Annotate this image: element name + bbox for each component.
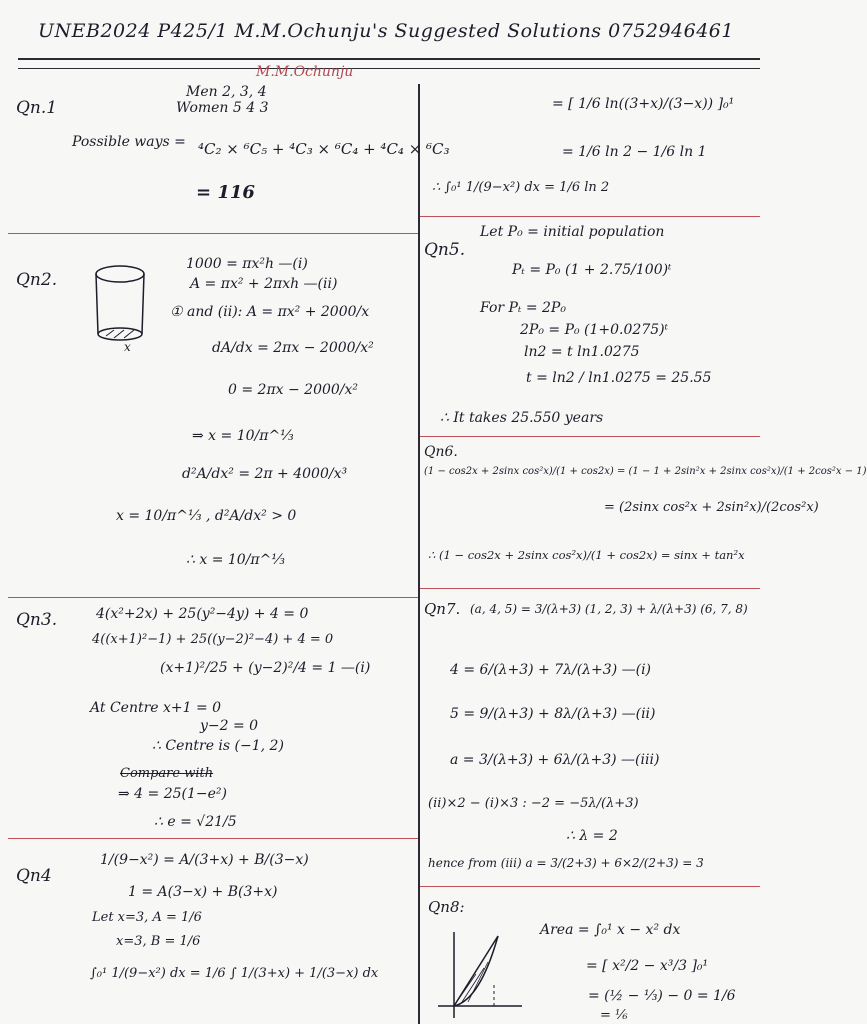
q3-line-8: ⇒ 4 = 25(1−e²) [118,786,227,802]
q4-line-2: 1 = A(3−x) + B(3+x) [128,884,278,900]
cylinder-diagram [92,262,152,352]
q4-cont-line-3: ∴ ∫₀¹ 1/(9−x²) dx = 1/6 ln 2 [432,180,610,195]
q2-line-1: 1000 = πx²h —(i) [186,256,308,272]
q1-ways-prefix: Possible ways = [72,134,186,150]
q3-line-9: ∴ e = √21/5 [154,814,237,830]
q5-line-2: Pₜ = P₀ (1 + 2.75/100)ᵗ [512,262,672,278]
q3-line-4: At Centre x+1 = 0 [90,700,222,716]
q8-line-3: = (½ − ⅓) − 0 = 1/6 [588,988,736,1004]
q1-women: Women 5 4 3 [176,100,269,116]
q2-line-4: dA/dx = 2πx − 2000/x² [212,340,374,356]
q3-line-3: (x+1)²/25 + (y−2)²/4 = 1 —(i) [160,660,371,676]
cylinder-radius-label: x [124,340,131,354]
q3-line-5: y−2 = 0 [200,718,259,734]
q7-line-1: (a, 4, 5) = 3/(λ+3) (1, 2, 3) + λ/(λ+3) (6, 7, 8) [470,602,748,616]
q4-line-1: 1/(9−x²) = A/(3+x) + B/(3−x) [100,852,309,868]
q1-label: Qn.1 [16,98,58,118]
column-divider [418,84,420,1024]
q2-line-3: ① and (ii): A = πx² + 2000/x [170,304,370,320]
q5-line-1: Let P₀ = initial population [480,224,665,240]
q6-line-2: = (2sinx cos²x + 2sin²x)/(2cos²x) [604,500,819,515]
q2-line-8: x = 10/π^⅓ , d²A/dx² > 0 [116,508,297,524]
q6-line-1: (1 − cos2x + 2sinx cos²x)/(1 + cos2x) = (1 − 1 + 2sin²x + 2sinx cos²x)/(1 + 2cos²x − 1) [424,466,867,477]
q2-line-2: A = πx² + 2πxh —(ii) [190,276,338,292]
q2-line-9: ∴ x = 10/π^⅓ [186,552,285,568]
q7-line-7: hence from (iii) a = 3/(2+3) + 6×2/(2+3) = 3 [428,856,704,870]
separator-q2-q3 [8,597,418,598]
q5-line-6: t = ln2 / ln1.0275 = 25.55 [526,370,712,386]
q3-line-6: ∴ Centre is (−1, 2) [152,738,284,754]
q3-line-2: 4((x+1)²−1) + 25((y−2)²−4) + 4 = 0 [92,632,334,647]
q6-line-3: ∴ (1 − cos2x + 2sinx cos²x)/(1 + cos2x) = sinx + tan²x [428,548,745,562]
q8-label: Qn8: [428,898,465,916]
author-name: M.M.Ochunju [256,64,354,80]
q5-line-5: ln2 = t ln1.0275 [524,344,640,360]
separator-q4-q5 [420,216,760,217]
q4-line-4: x=3, B = 1/6 [116,934,201,949]
separator-q7-q8 [420,886,760,887]
q2-line-6: ⇒ x = 10/π^⅓ [192,428,294,444]
q7-line-2: 4 = 6/(λ+3) + 7λ/(λ+3) —(i) [450,662,652,678]
q8-line-4: = ⅙ [600,1008,628,1023]
q7-line-5: (ii)×2 − (i)×3 : −2 = −5λ/(λ+3) [428,796,639,811]
q2-label: Qn2. [16,270,58,290]
q8-line-1: Area = ∫₀¹ x − x² dx [540,922,681,938]
q4-line-5: ∫₀¹ 1/(9−x²) dx = 1/6 ∫ 1/(3+x) + 1/(3−x) dx [90,966,379,981]
q4-label: Qn4 [16,866,52,886]
q1-combinations: ⁴C₂ × ⁶C₅ + ⁴C₃ × ⁶C₄ + ⁴C₄ × ⁶C₃ [198,140,450,158]
q4-cont-line-2: = 1/6 ln 2 − 1/6 ln 1 [562,144,707,160]
q4-line-3: Let x=3, A = 1/6 [92,910,202,925]
q4-cont-line-1: = [ 1/6 ln((3+x)/(3−x)) ]₀¹ [552,96,735,112]
header-rule [18,58,760,60]
separator-q3-q4 [8,838,418,839]
q5-label: Qn5. [424,240,466,260]
q7-line-6: ∴ λ = 2 [566,828,618,844]
header-rule-2 [18,68,760,69]
q6-label: Qn6. [424,444,458,460]
separator-q5-q6 [420,436,760,437]
q7-line-4: a = 3/(λ+3) + 6λ/(λ+3) —(iii) [450,752,660,768]
q5-line-7: ∴ It takes 25.550 years [440,410,604,426]
q7-line-3: 5 = 9/(λ+3) + 8λ/(λ+3) —(ii) [450,706,656,722]
q1-men: Men 2, 3, 4 [186,84,267,100]
separator-q6-q7 [420,588,760,589]
q3-line-1: 4(x²+2x) + 25(y²−4y) + 4 = 0 [96,606,309,622]
q2-line-5: 0 = 2πx − 2000/x² [228,382,359,398]
q7-label: Qn7. [424,600,461,618]
q8-line-2: = [ x²/2 − x³/3 ]₀¹ [586,958,709,974]
q1-answer: = 116 [196,182,255,203]
q3-line-7: Compare with [120,766,214,781]
q3-label: Qn3. [16,610,58,630]
q5-line-3: For Pₜ = 2P₀ [480,300,566,316]
page-header-title: UNEB2024 P425/1 M.M.Ochunju's Suggested Solutions 0752946461 [38,20,734,42]
q2-line-7: d²A/dx² = 2π + 4000/x³ [182,466,348,482]
separator-q1-q2 [8,233,418,234]
q5-line-4: 2P₀ = P₀ (1+0.0275)ᵗ [520,322,669,338]
area-sketch-graph [428,922,528,1022]
